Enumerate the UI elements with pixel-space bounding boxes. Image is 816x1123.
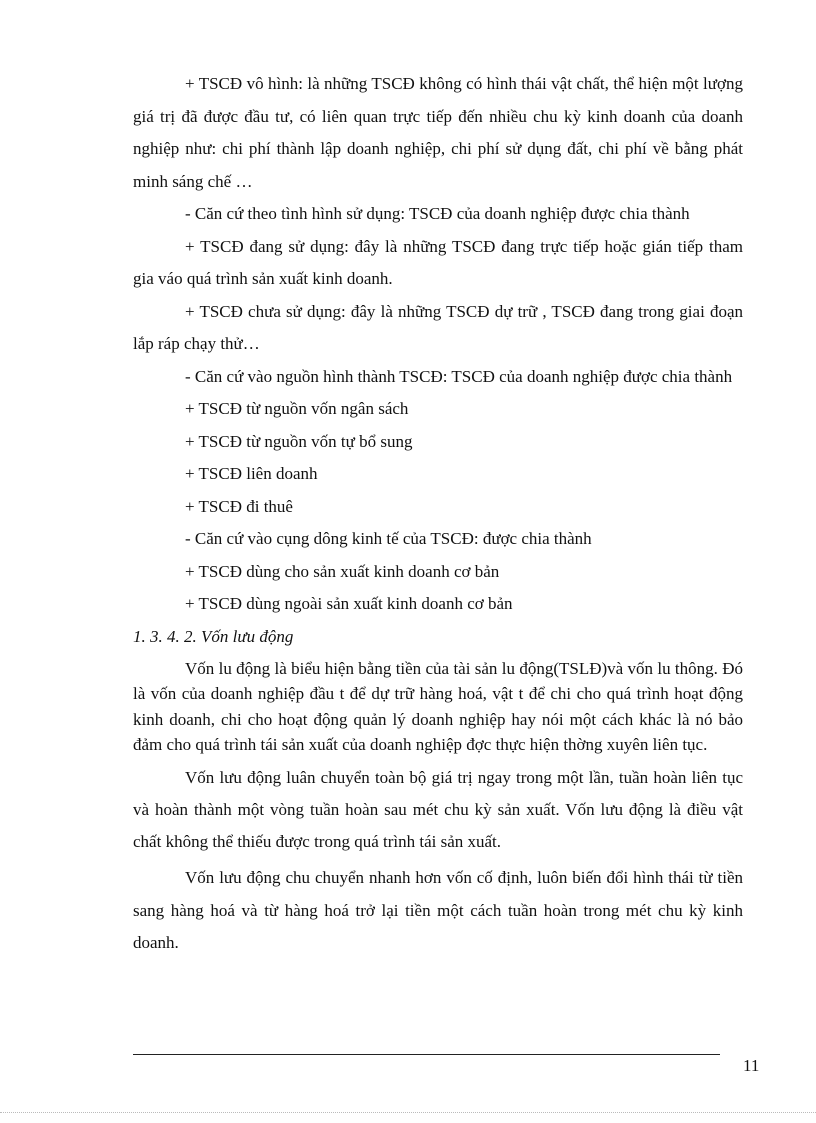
paragraph-working-capital-circulation: Vốn lưu động luân chuyển toàn bộ giá trị ngay trong một lần, tuần hoàn liên tục và hoàn thành một vòng tuần hoàn sau mét chu kỳ sản xuất. Vốn lưu động là điều vật chất không thể thiếu được trong quá trình tái sản xuất.: [133, 767, 743, 852]
list-item-budget: + TSCĐ từ nguồn vốn ngân sách: [185, 399, 409, 418]
paragraph-working-capital-definition: Vốn lu động là biểu hiện bằng tiền của tài sản lu động(TSLĐ)và vốn lu thông. Đó là vốn của doanh nghiệp đầu t để dự trữ hàng hoá, vật t để chi cho quá trình hoạt động kinh doanh, chi cho hoạt động quản lý doanh nghiệp hay nói một cách khác là nó bảo đảm cho quá trình tái sản xuất của doanh nghiệp đợc thực hiện thờng xuyên liên tục.: [133, 658, 743, 754]
list-item-production: + TSCĐ dùng cho sản xuất kinh doanh cơ bản: [185, 561, 500, 581]
paragraph-by-usage: - Căn cứ theo tình hình sử dụng: TSCĐ của doanh nghiệp được chia thành: [185, 204, 690, 223]
body-text: [133, 68, 743, 959]
list-item-non-production: + TSCĐ dùng ngoài sản xuất kinh doanh cơ bản: [185, 594, 513, 613]
paragraph-by-source: - Căn cứ vào nguồn hình thành TSCĐ: TSCĐ của doanh nghiệp được chia thành: [185, 366, 733, 386]
paragraph-intangible-assets: + TSCĐ vô hình: là những TSCĐ không có hình thái vật chất, thể hiện một lượng giá trị đã được đầu tư, có liên quan trực tiếp đến nhiều chu kỳ kinh doanh của doanh nghiệp như: chi phí thành lập doanh nghiệp, chi phí sử dụng đất, chi phí về bằng phát minh sáng chế …: [133, 74, 743, 191]
page-bottom-edge: [0, 1112, 816, 1113]
page-number: 11: [743, 1056, 760, 1075]
paragraph-not-in-use: + TSCĐ chưa sử dụng: đây là những TSCĐ dự trữ , TSCĐ đang trong giai đoạn lắp ráp chạy thử…: [133, 301, 743, 353]
paragraph-working-capital-turnover: Vốn lưu động chu chuyển nhanh hơn vốn cố định, luôn biến đổi hình thái từ tiền sang hàng hoá và từ hàng hoá trở lại tiền một cách tuần hoàn trong mét chu kỳ kinh doanh.: [133, 868, 743, 952]
paragraph-by-economic-use: - Căn cứ vào cụng dông kinh tế của TSCĐ: được chia thành: [185, 529, 592, 548]
list-item-self-supplement: + TSCĐ từ nguồn vốn tự bổ sung: [185, 431, 413, 451]
list-item-leased: + TSCĐ đi thuê: [185, 496, 293, 516]
section-heading: 1. 3. 4. 2. Vốn lưu động: [133, 626, 294, 646]
footer-divider: [133, 1054, 720, 1055]
paragraph-in-use: + TSCĐ đang sử dụng: đây là những TSCĐ đang trực tiếp hoặc gián tiếp tham gia váo quá trình sản xuất kinh doanh.: [133, 236, 743, 288]
list-item-joint-venture: + TSCĐ liên doanh: [185, 464, 318, 483]
